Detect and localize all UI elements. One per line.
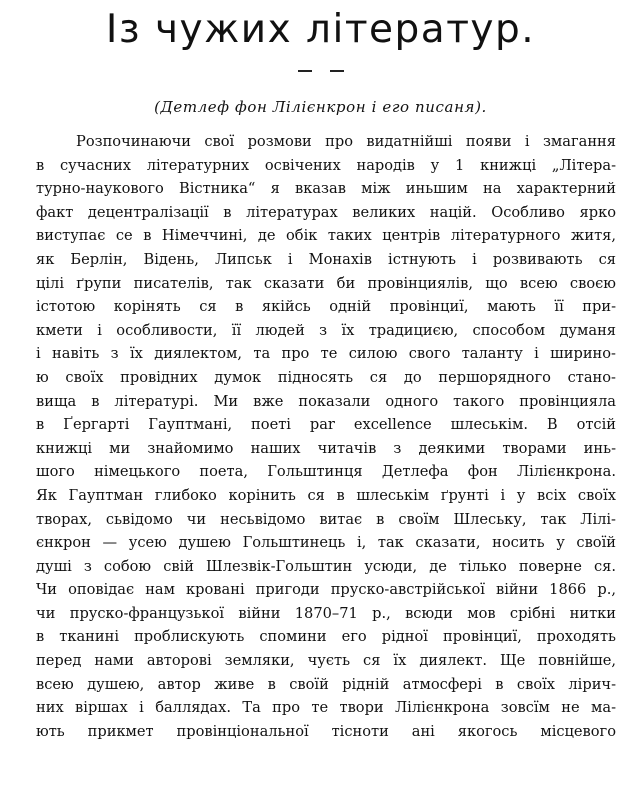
text-line: виступає се в Німеччині, де обік таких центрів літературного житя,: [36, 227, 616, 245]
title-divider-dash-left: [298, 70, 312, 72]
text-line: шого німецького поета, Гольштинця Детлефа фон Лілієнкрона.: [36, 463, 616, 481]
page-title: Із чужих літератур.: [105, 7, 536, 52]
title-divider: [298, 70, 344, 72]
text-line: Чи оповідає нам кровані пригоди пруско-австрійської війни 1866 р.,: [36, 581, 616, 599]
text-line: цілі ґрупи писателів, так сказати би провінциялів, що всею своєю: [36, 274, 616, 292]
title-divider-dash-right: [330, 70, 344, 72]
text-line: кмети і особливости, її людей з їх традициєю, способом думаня: [36, 321, 616, 339]
text-line: і навіть з їх диялектом, та про те силою свого таланту і ширино-: [36, 345, 616, 363]
text-line: ють прикмет провінціональної тісноти ані якогось місцевого: [36, 722, 616, 740]
text-line: в Ґергарті Гауптмані, поеті par excellence шлеськім. В отсій: [36, 416, 616, 434]
text-line: в тканині проблискують спомини его рідної провінциї, проходять: [36, 628, 616, 646]
text-line: єнкрон — усею душею Гольштинець і, так сказати, носить у своїй: [36, 534, 616, 552]
text-line: чи пруско-французької війни 1870–71 р., всюди мов срібні нитки: [36, 604, 616, 622]
text-line: факт децентралізації в літературах великих націй. Особливо ярко: [36, 203, 616, 221]
text-line: всею душею, автор живе в своїй рідній атмосфері в своїх лірич-: [36, 675, 616, 693]
text-line: ю своїх провідних думок підносять ся до першорядного стано-: [36, 368, 616, 386]
text-line: істотою корінять ся в якійсь одній провінциї, мають її при-: [36, 298, 616, 316]
text-line: Розпочинаючи свої розмови про видатнійші появи і змагання: [76, 133, 616, 150]
text-line: турно-наукового Вістника“ я вказав між иньшим на характерний: [36, 180, 616, 198]
article-subtitle: (Детлеф фон Лілієнкрон і его писаня).: [154, 98, 487, 116]
article-body: [36, 130, 616, 743]
text-line: творах, сьвідомо чи несьвідомо витає в своїм Шлеську, так Лілі-: [36, 510, 616, 528]
text-line: Як Гауптман глибоко корінить ся в шлеськім ґрунті і у всіх своїх: [36, 486, 616, 504]
text-line: перед нами авторові земляки, чуєть ся їх диялект. Ще повнійше,: [36, 652, 616, 670]
text-line: вища в літературі. Ми вже показали одного такого провінцияла: [36, 392, 616, 410]
text-line: душі з собою свій Шлезвік-Гольштин усюди, де тілько поверне ся.: [36, 557, 616, 575]
text-line: як Берлін, Відень, Липськ і Монахів істнують і розвивають ся: [36, 250, 616, 268]
text-line: книжці ми знайомимо наших читачів з деякими творами инь-: [36, 439, 616, 457]
text-line: в сучасних літературних освічених народів у 1 книжці „Літера-: [36, 156, 616, 174]
text-line: них віршах і баллядах. Та про те твори Лілієнкрона зовсїм не ма-: [36, 699, 616, 717]
